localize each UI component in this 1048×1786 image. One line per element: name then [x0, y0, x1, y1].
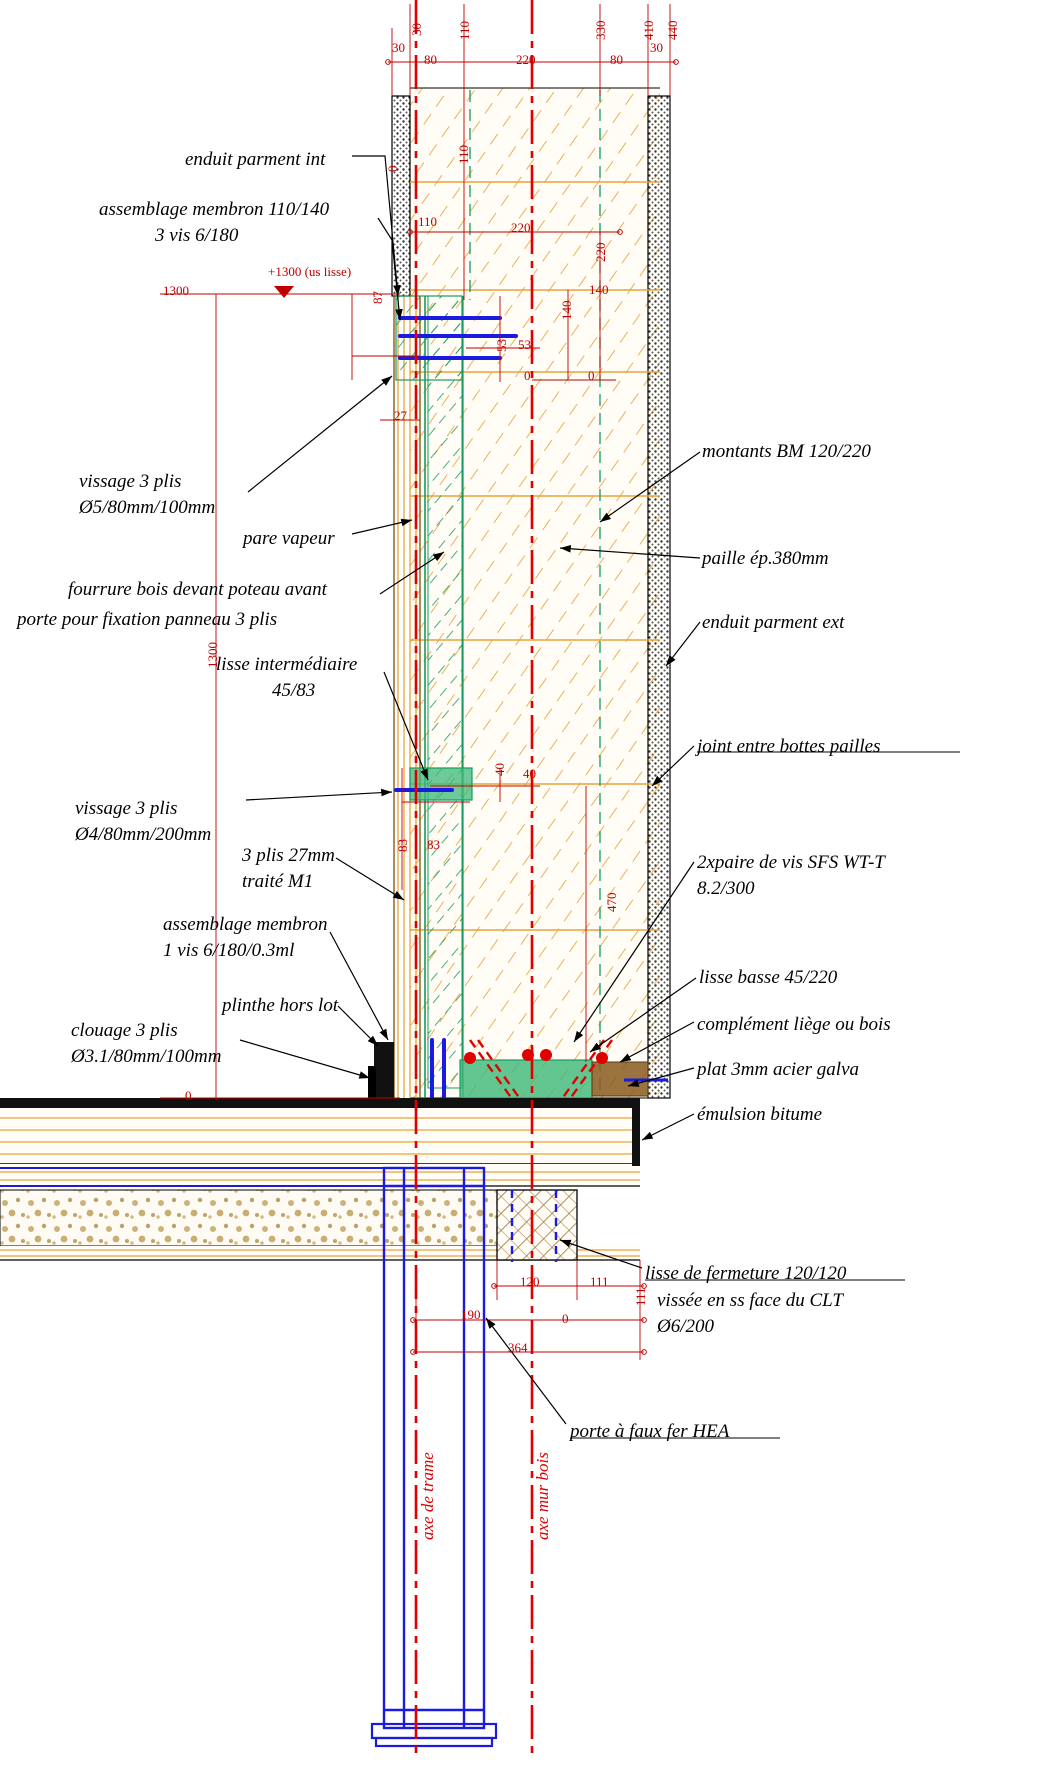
label-pare-vapeur: pare vapeur — [243, 528, 335, 549]
dim-bot-111-v: 111 — [633, 1287, 648, 1306]
label-lisse-intermediaire-spec: 45/83 — [272, 680, 316, 701]
dim-mid-110-v: 110 — [456, 144, 471, 164]
dim-mid-40-v: 40 — [492, 763, 507, 776]
label-fourrure-bois-suite: porte pour fixation panneau 3 plis — [17, 609, 278, 630]
dim-bot-190: 190 — [461, 1307, 481, 1322]
label-plat-acier-galva: plat 3mm acier galva — [697, 1059, 860, 1080]
axis-label-axe-de-trame: axe de trame — [418, 1452, 437, 1540]
dim-mid-0-base: 0 — [185, 1088, 192, 1103]
dim-mid-83-v: 83 — [395, 839, 410, 852]
dim-mid-87: 87 — [370, 291, 385, 304]
label-enduit-parment-int: enduit parment int — [185, 149, 326, 170]
label-lisse-fermeture-vissee: vissée en ss face du CLT — [657, 1290, 843, 1311]
label-clouage-3plis: clouage 3 plis — [71, 1020, 178, 1041]
label-3plis-traite-m1: traité M1 — [242, 871, 314, 892]
dim-mid-140-h: 140 — [589, 282, 609, 297]
label-vis-sfs-spec: 8.2/300 — [697, 878, 755, 899]
label-clouage-3plis-spec: Ø3.1/80mm/100mm — [71, 1046, 222, 1067]
dim-bot-111: 111 — [590, 1274, 609, 1289]
label-vissage-3plis-5-spec: Ø5/80mm/100mm — [79, 497, 216, 518]
label-lisse-basse: lisse basse 45/220 — [699, 967, 838, 988]
label-assemblage-membron-1vis-spec: 1 vis 6/180/0.3ml — [163, 940, 295, 961]
dim-mid-140-v: 140 — [559, 300, 574, 320]
dim-top-h-80-left: 80 — [424, 52, 437, 67]
label-assemblage-membron-vis: 3 vis 6/180 — [155, 225, 239, 246]
label-montants-bm: montants BM 120/220 — [702, 441, 871, 462]
label-assemblage-membron: assemblage membron 110/140 — [99, 199, 330, 220]
dim-mid-40-h: 40 — [523, 766, 536, 781]
dim-top-v-330: 330 — [593, 20, 608, 40]
dim-mid-110-h: 110 — [418, 214, 438, 229]
dim-mid-220-v: 220 — [593, 242, 608, 262]
dim-top-v-30: 30 — [409, 23, 424, 36]
label-lisse-fermeture-diam: Ø6/200 — [657, 1316, 714, 1337]
label-3plis-27mm: 3 plis 27mm — [242, 845, 335, 866]
dim-bot-120: 120 — [520, 1274, 540, 1289]
axis-label-axe-mur-bois: axe mur bois — [533, 1452, 552, 1540]
label-assemblage-membron-1vis: assemblage membron — [163, 914, 328, 935]
dim-mid-53-v: 53 — [494, 339, 509, 352]
dim-bot-0: 0 — [562, 1311, 569, 1326]
dim-mid-0-a: 0 — [524, 368, 531, 383]
dim-top-h-30-left: 30 — [392, 40, 405, 55]
label-emulsion-bitume: émulsion bitume — [697, 1104, 823, 1125]
label-plinthe-hors-lot: plinthe hors lot — [222, 995, 339, 1016]
dim-mid-0-v: 0 — [385, 165, 400, 172]
label-lisse-de-fermeture: lisse de fermeture 120/120 — [645, 1263, 847, 1284]
label-complement-liege: complément liège ou bois — [697, 1014, 891, 1035]
dim-top-v-110: 110 — [457, 20, 472, 40]
label-vis-sfs: 2xpaire de vis SFS WT-T — [697, 852, 885, 873]
label-enduit-parment-ext: enduit parment ext — [702, 612, 845, 633]
label-fourrure-bois: fourrure bois devant poteau avant — [68, 579, 327, 600]
dim-top-h-220: 220 — [516, 52, 536, 67]
level-marker-value: 1300 — [163, 283, 189, 298]
dim-mid-470: 470 — [604, 892, 619, 912]
dim-bot-364: 364 — [508, 1340, 528, 1355]
dim-mid-83-h: 83 — [427, 837, 440, 852]
dim-top-v-410: 410 — [641, 20, 656, 40]
dim-top-h-30-right: 30 — [650, 40, 663, 55]
label-porte-a-faux-hea: porte à faux fer HEA — [570, 1421, 730, 1442]
label-lisse-intermediaire: lisse intermédiaire — [216, 654, 358, 675]
label-paille: paille ép.380mm — [702, 548, 829, 569]
label-vissage-3plis-4-spec: Ø4/80mm/200mm — [75, 824, 212, 845]
dim-mid-0-b: 0 — [588, 368, 595, 383]
dim-mid-53-h: 53 — [518, 337, 531, 352]
dim-mid-1300: 1300 — [205, 642, 220, 668]
level-marker-label: +1300 (us lisse) — [268, 264, 352, 279]
dim-top-v-440: 440 — [665, 20, 680, 40]
label-vissage-3plis-5: vissage 3 plis — [79, 471, 182, 492]
label-vissage-3plis-4: vissage 3 plis — [75, 798, 178, 819]
label-joint-bottes-pailles: joint entre bottes pailles — [697, 736, 881, 757]
dim-mid-27: 27 — [394, 408, 407, 423]
dim-top-h-80-right: 80 — [610, 52, 623, 67]
dim-mid-220-h: 220 — [511, 220, 531, 235]
